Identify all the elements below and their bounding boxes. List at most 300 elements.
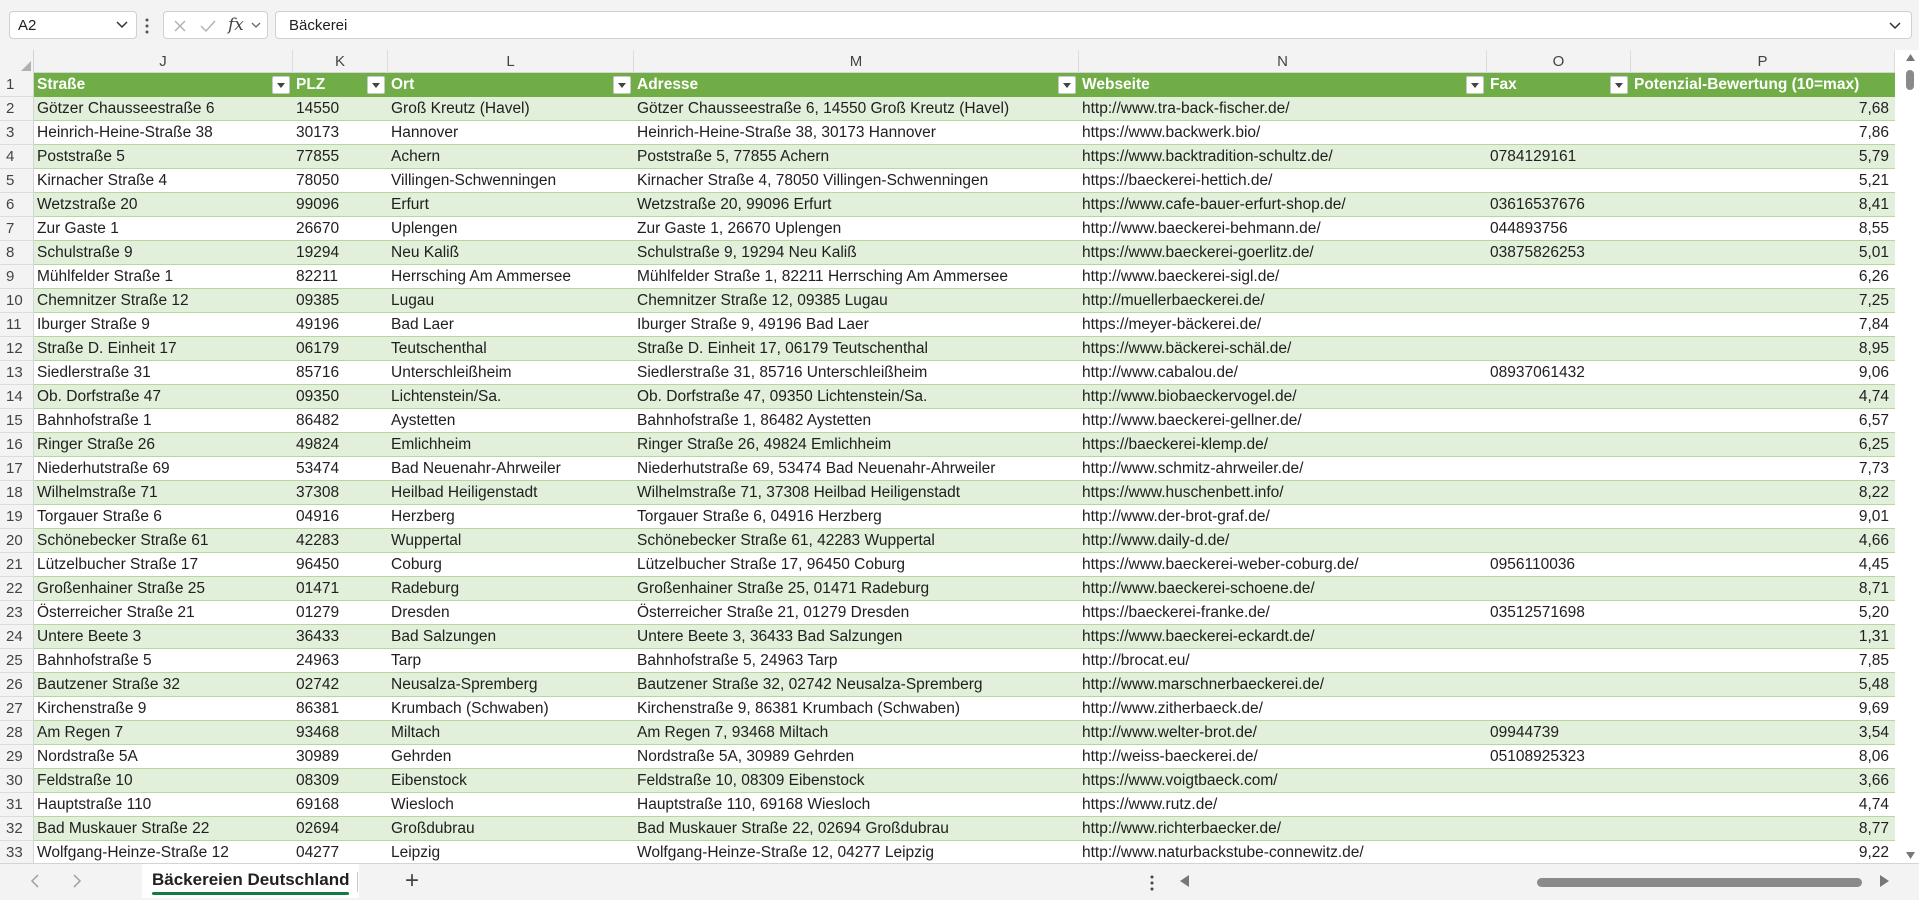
cell-webseite[interactable]: http://www.tra-back-fischer.de/: [1079, 97, 1487, 121]
cell-potenzial[interactable]: 1,31: [1631, 625, 1895, 649]
cell-ort[interactable]: Wiesloch: [388, 793, 634, 817]
cell-webseite[interactable]: https://www.backwerk.bio/: [1079, 121, 1487, 145]
cell-potenzial[interactable]: 6,57: [1631, 409, 1895, 433]
cell-webseite[interactable]: https://www.baeckerei-goerlitz.de/: [1079, 241, 1487, 265]
cell-ort[interactable]: Emlichheim: [388, 433, 634, 457]
cell-potenzial[interactable]: 8,41: [1631, 193, 1895, 217]
cell-strasse[interactable]: Kirchenstraße 9: [34, 697, 293, 721]
cell-ort[interactable]: Teutschenthal: [388, 337, 634, 361]
cell-webseite[interactable]: https://www.backtradition-schultz.de/: [1079, 145, 1487, 169]
cell-ort[interactable]: Krumbach (Schwaben): [388, 697, 634, 721]
filter-dropdown-icon[interactable]: [272, 76, 290, 94]
cell-adresse[interactable]: Straße D. Einheit 17, 06179 Teutschenthal: [634, 337, 1079, 361]
cell-ort[interactable]: Miltach: [388, 721, 634, 745]
row-header[interactable]: 28: [0, 721, 34, 745]
cell-strasse[interactable]: Lützelbucher Straße 17: [34, 553, 293, 577]
cell-plz[interactable]: 49824: [293, 433, 388, 457]
column-header-j[interactable]: J: [34, 50, 293, 73]
cell-potenzial[interactable]: 9,06: [1631, 361, 1895, 385]
cell-fax[interactable]: [1487, 481, 1631, 505]
row-header[interactable]: 1: [0, 73, 34, 97]
cell-fax[interactable]: 03875826253: [1487, 241, 1631, 265]
cell-plz[interactable]: 42283: [293, 529, 388, 553]
cell-plz[interactable]: 30989: [293, 745, 388, 769]
cell-strasse[interactable]: Mühlfelder Straße 1: [34, 265, 293, 289]
row-header[interactable]: 27: [0, 697, 34, 721]
cell-potenzial[interactable]: 5,20: [1631, 601, 1895, 625]
cell-plz[interactable]: 02742: [293, 673, 388, 697]
formula-input[interactable]: [275, 11, 1912, 39]
cell-plz[interactable]: 77855: [293, 145, 388, 169]
cell-adresse[interactable]: Schönebecker Straße 61, 42283 Wuppertal: [634, 529, 1079, 553]
cell-potenzial[interactable]: 8,55: [1631, 217, 1895, 241]
cell-adresse[interactable]: Österreicher Straße 21, 01279 Dresden: [634, 601, 1079, 625]
cell-fax[interactable]: [1487, 289, 1631, 313]
cell-potenzial[interactable]: 7,73: [1631, 457, 1895, 481]
cell-webseite[interactable]: http://www.baeckerei-sigl.de/: [1079, 265, 1487, 289]
cell-adresse[interactable]: Siedlerstraße 31, 85716 Unterschleißheim: [634, 361, 1079, 385]
add-sheet-button[interactable]: +: [405, 867, 420, 894]
cell-webseite[interactable]: https://www.bäckerei-schäl.de/: [1079, 337, 1487, 361]
cell-fax[interactable]: 09944739: [1487, 721, 1631, 745]
column-header-l[interactable]: L: [388, 50, 634, 73]
cell-adresse[interactable]: Hauptstraße 110, 69168 Wiesloch: [634, 793, 1079, 817]
row-header[interactable]: 22: [0, 577, 34, 601]
cell-plz[interactable]: 53474: [293, 457, 388, 481]
cell-ort[interactable]: Bad Neuenahr-Ahrweiler: [388, 457, 634, 481]
cell-adresse[interactable]: Kirchenstraße 9, 86381 Krumbach (Schwaben): [634, 697, 1079, 721]
cell-strasse[interactable]: Feldstraße 10: [34, 769, 293, 793]
cell-ort[interactable]: Neusalza-Spremberg: [388, 673, 634, 697]
cell-fax[interactable]: [1487, 457, 1631, 481]
check-icon[interactable]: [199, 18, 217, 34]
cell-potenzial[interactable]: 8,71: [1631, 577, 1895, 601]
filter-dropdown-icon[interactable]: [1466, 76, 1484, 94]
row-header[interactable]: 14: [0, 385, 34, 409]
cell-fax[interactable]: [1487, 337, 1631, 361]
cell-potenzial[interactable]: 7,84: [1631, 313, 1895, 337]
cell-ort[interactable]: Bad Salzungen: [388, 625, 634, 649]
cell-potenzial[interactable]: 4,74: [1631, 793, 1895, 817]
cell-plz[interactable]: 14550: [293, 97, 388, 121]
cell-webseite[interactable]: http://www.baeckerei-behmann.de/: [1079, 217, 1487, 241]
cell-ort[interactable]: Gehrden: [388, 745, 634, 769]
cell-webseite[interactable]: https://baeckerei-hettich.de/: [1079, 169, 1487, 193]
cell-potenzial[interactable]: 7,25: [1631, 289, 1895, 313]
cell-webseite[interactable]: https://www.cafe-bauer-erfurt-shop.de/: [1079, 193, 1487, 217]
cell-potenzial[interactable]: 9,01: [1631, 505, 1895, 529]
cell-adresse[interactable]: Wilhelmstraße 71, 37308 Heilbad Heiligenstadt: [634, 481, 1079, 505]
cell-webseite[interactable]: https://meyer-bäckerei.de/: [1079, 313, 1487, 337]
row-header[interactable]: 9: [0, 265, 34, 289]
cell-webseite[interactable]: http://www.richterbaecker.de/: [1079, 817, 1487, 841]
cell-ort[interactable]: Radeburg: [388, 577, 634, 601]
cell-strasse[interactable]: Ob. Dorfstraße 47: [34, 385, 293, 409]
cell-adresse[interactable]: Mühlfelder Straße 1, 82211 Herrsching Am Ammersee: [634, 265, 1079, 289]
row-header[interactable]: 19: [0, 505, 34, 529]
cell-ort[interactable]: Hannover: [388, 121, 634, 145]
cell-fax[interactable]: [1487, 169, 1631, 193]
cell-strasse[interactable]: Bahnhofstraße 5: [34, 649, 293, 673]
cell-potenzial[interactable]: 7,85: [1631, 649, 1895, 673]
cell-adresse[interactable]: Niederhutstraße 69, 53474 Bad Neuenahr-Ahrweiler: [634, 457, 1079, 481]
cell-webseite[interactable]: http://www.schmitz-ahrweiler.de/: [1079, 457, 1487, 481]
row-header[interactable]: 21: [0, 553, 34, 577]
cell-potenzial[interactable]: 8,95: [1631, 337, 1895, 361]
cell-ort[interactable]: Neu Kaliß: [388, 241, 634, 265]
cell-fax[interactable]: [1487, 577, 1631, 601]
header-strasse[interactable]: [34, 73, 293, 97]
cell-potenzial[interactable]: 4,45: [1631, 553, 1895, 577]
cell-plz[interactable]: 09385: [293, 289, 388, 313]
cell-ort[interactable]: Uplengen: [388, 217, 634, 241]
cell-potenzial[interactable]: 3,54: [1631, 721, 1895, 745]
cell-adresse[interactable]: Wetzstraße 20, 99096 Erfurt: [634, 193, 1079, 217]
cell-fax[interactable]: 03512571698: [1487, 601, 1631, 625]
row-header[interactable]: 8: [0, 241, 34, 265]
cell-plz[interactable]: 96450: [293, 553, 388, 577]
cell-adresse[interactable]: Am Regen 7, 93468 Miltach: [634, 721, 1079, 745]
cell-webseite[interactable]: https://baeckerei-franke.de/: [1079, 601, 1487, 625]
row-header[interactable]: 10: [0, 289, 34, 313]
cell-fax[interactable]: [1487, 649, 1631, 673]
cell-adresse[interactable]: Lützelbucher Straße 17, 96450 Coburg: [634, 553, 1079, 577]
cell-ort[interactable]: Herrsching Am Ammersee: [388, 265, 634, 289]
cell-adresse[interactable]: Bad Muskauer Straße 22, 02694 Großdubrau: [634, 817, 1079, 841]
cell-fax[interactable]: [1487, 265, 1631, 289]
row-header[interactable]: 24: [0, 625, 34, 649]
cell-plz[interactable]: 86482: [293, 409, 388, 433]
cell-plz[interactable]: 01279: [293, 601, 388, 625]
cell-webseite[interactable]: https://www.baeckerei-eckardt.de/: [1079, 625, 1487, 649]
scroll-up-icon[interactable]: [1906, 54, 1915, 61]
row-header[interactable]: 29: [0, 745, 34, 769]
cell-ort[interactable]: Wuppertal: [388, 529, 634, 553]
cell-plz[interactable]: 82211: [293, 265, 388, 289]
cell-strasse[interactable]: Wetzstraße 20: [34, 193, 293, 217]
chevron-down-icon[interactable]: [114, 16, 130, 32]
cell-fax[interactable]: [1487, 817, 1631, 841]
cell-fax[interactable]: [1487, 409, 1631, 433]
cell-potenzial[interactable]: 8,06: [1631, 745, 1895, 769]
cell-adresse[interactable]: Bahnhofstraße 1, 86482 Aystetten: [634, 409, 1079, 433]
cell-adresse[interactable]: Chemnitzer Straße 12, 09385 Lugau: [634, 289, 1079, 313]
cell-strasse[interactable]: Torgauer Straße 6: [34, 505, 293, 529]
cell-potenzial[interactable]: 3,66: [1631, 769, 1895, 793]
sheet-tab-baeckereien-deutschland[interactable]: Bäckereien Deutschland: [142, 864, 359, 898]
cell-potenzial[interactable]: 6,25: [1631, 433, 1895, 457]
column-header-o[interactable]: O: [1487, 50, 1631, 73]
insert-function-icon[interactable]: fx: [228, 15, 244, 35]
cell-potenzial[interactable]: 5,48: [1631, 673, 1895, 697]
cell-ort[interactable]: Lichtenstein/Sa.: [388, 385, 634, 409]
cell-adresse[interactable]: Untere Beete 3, 36433 Bad Salzungen: [634, 625, 1079, 649]
cell-adresse[interactable]: Kirnacher Straße 4, 78050 Villingen-Schwenningen: [634, 169, 1079, 193]
cell-adresse[interactable]: Großenhainer Straße 25, 01471 Radeburg: [634, 577, 1079, 601]
row-header[interactable]: 13: [0, 361, 34, 385]
more-options-icon[interactable]: [145, 17, 149, 35]
cell-fax[interactable]: [1487, 505, 1631, 529]
row-header[interactable]: 4: [0, 145, 34, 169]
cell-plz[interactable]: 04277: [293, 841, 388, 863]
cell-potenzial[interactable]: 8,77: [1631, 817, 1895, 841]
cell-plz[interactable]: 01471: [293, 577, 388, 601]
cell-strasse[interactable]: Bahnhofstraße 1: [34, 409, 293, 433]
cell-strasse[interactable]: Schulstraße 9: [34, 241, 293, 265]
cell-potenzial[interactable]: 5,21: [1631, 169, 1895, 193]
previous-sheet-icon[interactable]: [30, 874, 40, 888]
cell-ort[interactable]: Unterschleißheim: [388, 361, 634, 385]
next-sheet-icon[interactable]: [72, 874, 82, 888]
cell-webseite[interactable]: http://www.baeckerei-schoene.de/: [1079, 577, 1487, 601]
cell-plz[interactable]: 19294: [293, 241, 388, 265]
row-header[interactable]: 33: [0, 841, 34, 863]
cell-potenzial[interactable]: 4,66: [1631, 529, 1895, 553]
cell-ort[interactable]: Tarp: [388, 649, 634, 673]
cancel-icon[interactable]: [172, 18, 188, 34]
cell-strasse[interactable]: Siedlerstraße 31: [34, 361, 293, 385]
cell-fax[interactable]: 0784129161: [1487, 145, 1631, 169]
cell-fax[interactable]: [1487, 97, 1631, 121]
row-header[interactable]: 32: [0, 817, 34, 841]
filter-dropdown-icon[interactable]: [613, 76, 631, 94]
cell-adresse[interactable]: Zur Gaste 1, 26670 Uplengen: [634, 217, 1079, 241]
cell-adresse[interactable]: Schulstraße 9, 19294 Neu Kaliß: [634, 241, 1079, 265]
header-label: Adresse: [637, 76, 699, 93]
expand-formula-icon[interactable]: [1887, 17, 1903, 33]
row-header[interactable]: 12: [0, 337, 34, 361]
column-header-k[interactable]: K: [293, 50, 388, 73]
cell-ort[interactable]: Erfurt: [388, 193, 634, 217]
cell-ort[interactable]: Lugau: [388, 289, 634, 313]
cell-plz[interactable]: 49196: [293, 313, 388, 337]
cell-fax[interactable]: [1487, 529, 1631, 553]
cell-adresse[interactable]: Ringer Straße 26, 49824 Emlichheim: [634, 433, 1079, 457]
scroll-down-icon[interactable]: [1906, 852, 1915, 859]
cell-fax[interactable]: 03616537676: [1487, 193, 1631, 217]
cell-ort[interactable]: Herzberg: [388, 505, 634, 529]
cell-fax[interactable]: 044893756: [1487, 217, 1631, 241]
filter-dropdown-icon[interactable]: [367, 76, 385, 94]
cell-adresse[interactable]: Götzer Chausseestraße 6, 14550 Groß Kreutz (Havel): [634, 97, 1079, 121]
cell-strasse[interactable]: Wolfgang-Heinze-Straße 12: [34, 841, 293, 863]
cell-webseite[interactable]: http://www.naturbackstube-connewitz.de/: [1079, 841, 1487, 863]
row-header[interactable]: 7: [0, 217, 34, 241]
cell-strasse[interactable]: Kirnacher Straße 4: [34, 169, 293, 193]
cell-fax[interactable]: 0956110036: [1487, 553, 1631, 577]
cell-webseite[interactable]: https://www.voigtbaeck.com/: [1079, 769, 1487, 793]
cell-strasse[interactable]: Chemnitzer Straße 12: [34, 289, 293, 313]
header-webseite[interactable]: [1079, 73, 1487, 97]
cell-plz[interactable]: 99096: [293, 193, 388, 217]
cell-plz[interactable]: 26670: [293, 217, 388, 241]
cell-fax[interactable]: [1487, 793, 1631, 817]
cell-ort[interactable]: Heilbad Heiligenstadt: [388, 481, 634, 505]
cell-strasse[interactable]: Am Regen 7: [34, 721, 293, 745]
cell-webseite[interactable]: http://brocat.eu/: [1079, 649, 1487, 673]
cell-adresse[interactable]: Bahnhofstraße 5, 24963 Tarp: [634, 649, 1079, 673]
cell-ort[interactable]: Groß Kreutz (Havel): [388, 97, 634, 121]
cell-adresse[interactable]: Iburger Straße 9, 49196 Bad Laer: [634, 313, 1079, 337]
row-header[interactable]: 2: [0, 97, 34, 121]
cell-strasse[interactable]: Götzer Chausseestraße 6: [34, 97, 293, 121]
cell-plz[interactable]: 93468: [293, 721, 388, 745]
cell-potenzial[interactable]: 6,26: [1631, 265, 1895, 289]
cell-fax[interactable]: [1487, 697, 1631, 721]
cell-plz[interactable]: 02694: [293, 817, 388, 841]
spreadsheet-grid[interactable]: [0, 50, 1902, 863]
table-row: [34, 673, 1895, 697]
cell-adresse[interactable]: Heinrich-Heine-Straße 38, 30173 Hannover: [634, 121, 1079, 145]
name-box[interactable]: [9, 11, 137, 39]
cell-adresse[interactable]: Wolfgang-Heinze-Straße 12, 04277 Leipzig: [634, 841, 1079, 863]
cell-ort[interactable]: Bad Laer: [388, 313, 634, 337]
cell-strasse[interactable]: Großenhainer Straße 25: [34, 577, 293, 601]
cell-webseite[interactable]: http://www.daily-d.de/: [1079, 529, 1487, 553]
cell-plz[interactable]: 78050: [293, 169, 388, 193]
cell-potenzial[interactable]: 9,22: [1631, 841, 1895, 863]
row-header[interactable]: 16: [0, 433, 34, 457]
horizontal-scroll-thumb[interactable]: [1537, 878, 1862, 887]
cell-plz[interactable]: 30173: [293, 121, 388, 145]
cell-ort[interactable]: Dresden: [388, 601, 634, 625]
cell-plz[interactable]: 24963: [293, 649, 388, 673]
cell-strasse[interactable]: Ringer Straße 26: [34, 433, 293, 457]
cell-ort[interactable]: Villingen-Schwenningen: [388, 169, 634, 193]
cell-plz[interactable]: 09350: [293, 385, 388, 409]
cell-ort[interactable]: Aystetten: [388, 409, 634, 433]
row-header[interactable]: 26: [0, 673, 34, 697]
cell-ort[interactable]: Achern: [388, 145, 634, 169]
cell-strasse[interactable]: Zur Gaste 1: [34, 217, 293, 241]
cell-ort[interactable]: Großdubrau: [388, 817, 634, 841]
cell-fax[interactable]: 08937061432: [1487, 361, 1631, 385]
row-header[interactable]: 11: [0, 313, 34, 337]
row-header[interactable]: 6: [0, 193, 34, 217]
cell-webseite[interactable]: http://www.marschnerbaeckerei.de/: [1079, 673, 1487, 697]
cell-potenzial[interactable]: 8,22: [1631, 481, 1895, 505]
cell-fax[interactable]: [1487, 625, 1631, 649]
cell-strasse[interactable]: Bad Muskauer Straße 22: [34, 817, 293, 841]
cell-webseite[interactable]: https://www.huschenbett.info/: [1079, 481, 1487, 505]
cell-webseite[interactable]: http://www.zitherbaeck.de/: [1079, 697, 1487, 721]
cell-fax[interactable]: [1487, 121, 1631, 145]
vertical-scroll-thumb[interactable]: [1906, 70, 1914, 90]
column-header-p[interactable]: P: [1631, 50, 1895, 73]
row-header[interactable]: 5: [0, 169, 34, 193]
cell-plz[interactable]: 37308: [293, 481, 388, 505]
vertical-scrollbar[interactable]: [1902, 50, 1919, 863]
row-header[interactable]: 23: [0, 601, 34, 625]
cell-fax[interactable]: [1487, 313, 1631, 337]
cell-strasse[interactable]: Straße D. Einheit 17: [34, 337, 293, 361]
cell-fax[interactable]: [1487, 841, 1631, 863]
cell-webseite[interactable]: http://www.der-brot-graf.de/: [1079, 505, 1487, 529]
row-header[interactable]: 25: [0, 649, 34, 673]
cell-plz[interactable]: 85716: [293, 361, 388, 385]
row-header[interactable]: 30: [0, 769, 34, 793]
row-header[interactable]: 3: [0, 121, 34, 145]
column-header-m[interactable]: M: [634, 50, 1079, 73]
cell-webseite[interactable]: http://weiss-baeckerei.de/: [1079, 745, 1487, 769]
cell-webseite[interactable]: https://www.baeckerei-weber-coburg.de/: [1079, 553, 1487, 577]
more-options-icon[interactable]: [1150, 875, 1154, 891]
cell-fax[interactable]: [1487, 769, 1631, 793]
cell-potenzial[interactable]: 5,79: [1631, 145, 1895, 169]
chevron-down-icon[interactable]: [250, 19, 262, 31]
cell-fax[interactable]: [1487, 433, 1631, 457]
cell-adresse[interactable]: Feldstraße 10, 08309 Eibenstock: [634, 769, 1079, 793]
row-header[interactable]: 20: [0, 529, 34, 553]
row-header[interactable]: 15: [0, 409, 34, 433]
cell-webseite[interactable]: https://baeckerei-klemp.de/: [1079, 433, 1487, 457]
cell-fax[interactable]: 05108925323: [1487, 745, 1631, 769]
cell-strasse[interactable]: Heinrich-Heine-Straße 38: [34, 121, 293, 145]
cell-strasse[interactable]: Nordstraße 5A: [34, 745, 293, 769]
cell-webseite[interactable]: http://muellerbaeckerei.de/: [1079, 289, 1487, 313]
cell-fax[interactable]: [1487, 673, 1631, 697]
cell-strasse[interactable]: Bautzener Straße 32: [34, 673, 293, 697]
row-header[interactable]: 31: [0, 793, 34, 817]
header-adresse[interactable]: [634, 73, 1079, 97]
cell-ort[interactable]: Leipzig: [388, 841, 634, 863]
cell-adresse[interactable]: Ob. Dorfstraße 47, 09350 Lichtenstein/Sa.: [634, 385, 1079, 409]
cell-plz[interactable]: 36433: [293, 625, 388, 649]
cell-strasse[interactable]: Iburger Straße 9: [34, 313, 293, 337]
cell-ort[interactable]: Coburg: [388, 553, 634, 577]
filter-dropdown-icon[interactable]: [1058, 76, 1076, 94]
cell-webseite[interactable]: http://www.cabalou.de/: [1079, 361, 1487, 385]
cell-fax[interactable]: [1487, 385, 1631, 409]
scroll-left-icon[interactable]: [1180, 875, 1189, 887]
cell-plz[interactable]: 86381: [293, 697, 388, 721]
cell-webseite[interactable]: http://www.baeckerei-gellner.de/: [1079, 409, 1487, 433]
cell-strasse[interactable]: Schönebecker Straße 61: [34, 529, 293, 553]
cell-potenzial[interactable]: 4,74: [1631, 385, 1895, 409]
cell-plz[interactable]: 04916: [293, 505, 388, 529]
row-header[interactable]: 17: [0, 457, 34, 481]
cell-adresse[interactable]: Poststraße 5, 77855 Achern: [634, 145, 1079, 169]
cell-strasse[interactable]: Hauptstraße 110: [34, 793, 293, 817]
cell-strasse[interactable]: Wilhelmstraße 71: [34, 481, 293, 505]
header-ort[interactable]: [388, 73, 634, 97]
cell-potenzial[interactable]: 5,01: [1631, 241, 1895, 265]
cell-strasse[interactable]: Untere Beete 3: [34, 625, 293, 649]
cell-plz[interactable]: 06179: [293, 337, 388, 361]
cell-strasse[interactable]: Niederhutstraße 69: [34, 457, 293, 481]
scroll-right-icon[interactable]: [1880, 875, 1889, 887]
cell-webseite[interactable]: http://www.welter-brot.de/: [1079, 721, 1487, 745]
column-header-n[interactable]: N: [1079, 50, 1487, 73]
cell-webseite[interactable]: http://www.biobaeckervogel.de/: [1079, 385, 1487, 409]
cell-potenzial[interactable]: 7,68: [1631, 97, 1895, 121]
cell-strasse[interactable]: Poststraße 5: [34, 145, 293, 169]
select-all-corner[interactable]: [0, 50, 34, 73]
row-header[interactable]: 18: [0, 481, 34, 505]
cell-webseite[interactable]: https://www.rutz.de/: [1079, 793, 1487, 817]
cell-potenzial[interactable]: 9,69: [1631, 697, 1895, 721]
cell-adresse[interactable]: Bautzener Straße 32, 02742 Neusalza-Spremberg: [634, 673, 1079, 697]
header-potenzial[interactable]: [1631, 73, 1895, 97]
filter-dropdown-icon[interactable]: [1610, 76, 1628, 94]
cell-strasse[interactable]: Österreicher Straße 21: [34, 601, 293, 625]
cell-adresse[interactable]: Torgauer Straße 6, 04916 Herzberg: [634, 505, 1079, 529]
cell-plz[interactable]: 69168: [293, 793, 388, 817]
cell-adresse[interactable]: Nordstraße 5A, 30989 Gehrden: [634, 745, 1079, 769]
cell-plz[interactable]: 08309: [293, 769, 388, 793]
cell-ort[interactable]: Eibenstock: [388, 769, 634, 793]
cell-potenzial[interactable]: 7,86: [1631, 121, 1895, 145]
